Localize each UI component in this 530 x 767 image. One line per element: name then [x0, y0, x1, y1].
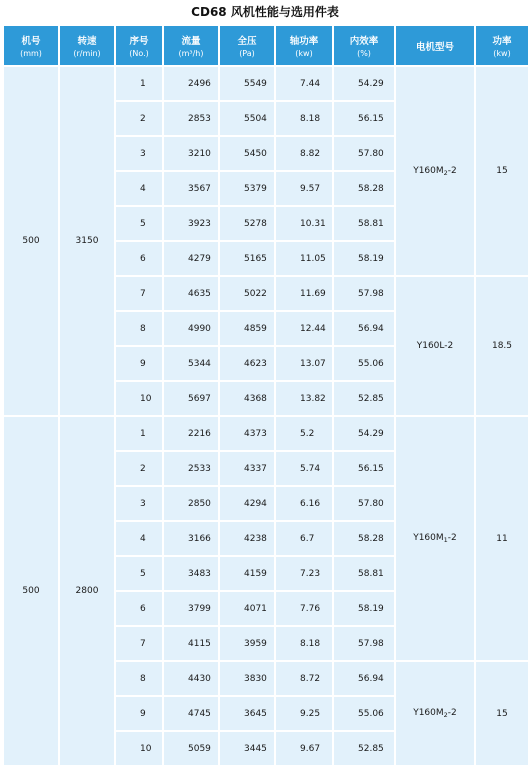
fan-performance-table	[2, 24, 530, 767]
cell-efficiency: 54.29	[334, 67, 394, 100]
cell-flow: 3483	[164, 557, 218, 590]
cell-shaft-power: 9.57	[276, 172, 332, 205]
cell-shaft-power: 5.2	[276, 417, 332, 450]
motor-model-suffix: -2	[447, 533, 457, 543]
cell-flow: 5697	[164, 382, 218, 415]
cell-shaft-power: 7.44	[276, 67, 332, 100]
cell-flow: 4745	[164, 697, 218, 730]
cell-efficiency: 56.15	[334, 102, 394, 135]
header-no: 序号 (No.)	[116, 26, 162, 65]
header-motor-model: 电机型号	[396, 26, 474, 65]
cell-efficiency: 58.28	[334, 522, 394, 555]
cell-efficiency: 52.85	[334, 732, 394, 765]
cell-shaft-power: 8.82	[276, 137, 332, 170]
cell-flow: 4115	[164, 627, 218, 660]
cell-flow: 2496	[164, 67, 218, 100]
cell-shaft-power: 11.05	[276, 242, 332, 275]
motor-model-suffix: -2	[447, 165, 457, 176]
motor-model-subscript: 1	[443, 536, 448, 544]
cell-efficiency: 58.19	[334, 592, 394, 625]
cell-flow: 4430	[164, 662, 218, 695]
cell-shaft-power: 5.74	[276, 452, 332, 485]
cell-pressure: 4859	[220, 312, 274, 345]
motor-model-text: Y160M	[413, 533, 444, 543]
cell-speed: 3150	[60, 67, 114, 415]
cell-machine: 500	[4, 67, 58, 415]
cell-pressure: 4368	[220, 382, 274, 415]
cell-flow: 2850	[164, 487, 218, 520]
cell-no: 7	[116, 277, 162, 310]
cell-flow: 3166	[164, 522, 218, 555]
cell-shaft-power: 6.16	[276, 487, 332, 520]
cell-no: 8	[116, 312, 162, 345]
header-flow: 流量 (m³/h)	[164, 26, 218, 65]
cell-no: 2	[116, 452, 162, 485]
cell-efficiency: 57.98	[334, 277, 394, 310]
cell-flow: 2216	[164, 417, 218, 450]
cell-pressure: 5022	[220, 277, 274, 310]
cell-pressure: 4238	[220, 522, 274, 555]
cell-efficiency: 55.06	[334, 697, 394, 730]
motor-model-subscript: 2	[443, 168, 448, 177]
cell-flow: 4635	[164, 277, 218, 310]
header-pressure: 全压 (Pa)	[220, 26, 274, 65]
cell-pressure: 3645	[220, 697, 274, 730]
cell-flow: 4279	[164, 242, 218, 275]
cell-shaft-power: 8.18	[276, 102, 332, 135]
cell-shaft-power: 10.31	[276, 207, 332, 240]
cell-efficiency: 54.29	[334, 417, 394, 450]
cell-shaft-power: 13.07	[276, 347, 332, 380]
cell-pressure: 5549	[220, 67, 274, 100]
cell-no: 10	[116, 382, 162, 415]
cell-no: 3	[116, 137, 162, 170]
cell-shaft-power: 12.44	[276, 312, 332, 345]
cell-flow: 4990	[164, 312, 218, 345]
cell-pressure: 4623	[220, 347, 274, 380]
cell-shaft-power: 8.18	[276, 627, 332, 660]
cell-motor-model	[396, 662, 474, 765]
cell-motor-model	[396, 417, 474, 660]
cell-motor-power: 15	[476, 67, 528, 275]
cell-flow: 5344	[164, 347, 218, 380]
cell-flow: 2533	[164, 452, 218, 485]
cell-shaft-power: 9.67	[276, 732, 332, 765]
cell-shaft-power: 6.7	[276, 522, 332, 555]
cell-shaft-power: 7.76	[276, 592, 332, 625]
cell-pressure: 4337	[220, 452, 274, 485]
cell-efficiency: 56.94	[334, 662, 394, 695]
cell-shaft-power: 9.25	[276, 697, 332, 730]
cell-pressure: 3830	[220, 662, 274, 695]
cell-pressure: 5379	[220, 172, 274, 205]
table-body	[4, 67, 528, 765]
cell-flow: 3923	[164, 207, 218, 240]
cell-pressure: 4159	[220, 557, 274, 590]
header-efficiency: 内效率 (%)	[334, 26, 394, 65]
cell-motor-power: 11	[476, 417, 528, 660]
cell-efficiency: 58.81	[334, 207, 394, 240]
motor-model-subscript: 2	[443, 711, 448, 719]
cell-flow: 3567	[164, 172, 218, 205]
motor-model-text: Y160M	[413, 165, 444, 176]
cell-shaft-power: 8.72	[276, 662, 332, 695]
cell-shaft-power: 7.23	[276, 557, 332, 590]
header-speed: 转速 (r/min)	[60, 26, 114, 65]
header-shaft-power: 轴功率 (kw)	[276, 26, 332, 65]
cell-no: 5	[116, 207, 162, 240]
cell-no: 4	[116, 172, 162, 205]
cell-flow: 5059	[164, 732, 218, 765]
cell-pressure: 5278	[220, 207, 274, 240]
cell-no: 1	[116, 417, 162, 450]
table-row	[4, 417, 528, 450]
cell-pressure: 3959	[220, 627, 274, 660]
cell-no: 3	[116, 487, 162, 520]
header-motor-power: 功率 (kw)	[476, 26, 528, 65]
cell-no: 7	[116, 627, 162, 660]
table-title: CD68 风机性能与选用件表	[191, 5, 339, 19]
cell-pressure: 4071	[220, 592, 274, 625]
cell-shaft-power: 11.69	[276, 277, 332, 310]
cell-efficiency: 57.80	[334, 137, 394, 170]
cell-no: 9	[116, 347, 162, 380]
cell-no: 8	[116, 662, 162, 695]
cell-no: 5	[116, 557, 162, 590]
cell-no: 10	[116, 732, 162, 765]
cell-efficiency: 58.19	[334, 242, 394, 275]
cell-efficiency: 52.85	[334, 382, 394, 415]
motor-model-suffix: -2	[447, 708, 457, 718]
cell-flow: 3210	[164, 137, 218, 170]
cell-efficiency: 57.80	[334, 487, 394, 520]
cell-flow: 3799	[164, 592, 218, 625]
cell-efficiency: 56.94	[334, 312, 394, 345]
cell-pressure: 5504	[220, 102, 274, 135]
cell-no: 6	[116, 592, 162, 625]
cell-motor-power: 15	[476, 662, 528, 765]
cell-pressure: 5165	[220, 242, 274, 275]
cell-no: 6	[116, 242, 162, 275]
motor-model-text: Y160L-2	[416, 341, 454, 351]
cell-pressure: 3445	[220, 732, 274, 765]
cell-pressure: 4373	[220, 417, 274, 450]
cell-pressure: 4294	[220, 487, 274, 520]
motor-model-text: Y160M	[413, 708, 444, 718]
cell-efficiency: 58.81	[334, 557, 394, 590]
cell-motor-model	[396, 277, 474, 415]
cell-speed: 2800	[60, 417, 114, 765]
cell-efficiency: 58.28	[334, 172, 394, 205]
cell-motor-power: 18.5	[476, 277, 528, 415]
cell-motor-model	[396, 67, 474, 275]
header-machine: 机号 (mm)	[4, 26, 58, 65]
cell-efficiency: 57.98	[334, 627, 394, 660]
cell-efficiency: 56.15	[334, 452, 394, 485]
cell-no: 2	[116, 102, 162, 135]
cell-machine: 500	[4, 417, 58, 765]
table-row	[4, 67, 528, 100]
cell-efficiency: 55.06	[334, 347, 394, 380]
cell-shaft-power: 13.82	[276, 382, 332, 415]
cell-no: 1	[116, 67, 162, 100]
header-row	[4, 26, 528, 65]
cell-pressure: 5450	[220, 137, 274, 170]
cell-flow: 2853	[164, 102, 218, 135]
cell-no: 4	[116, 522, 162, 555]
cell-no: 9	[116, 697, 162, 730]
